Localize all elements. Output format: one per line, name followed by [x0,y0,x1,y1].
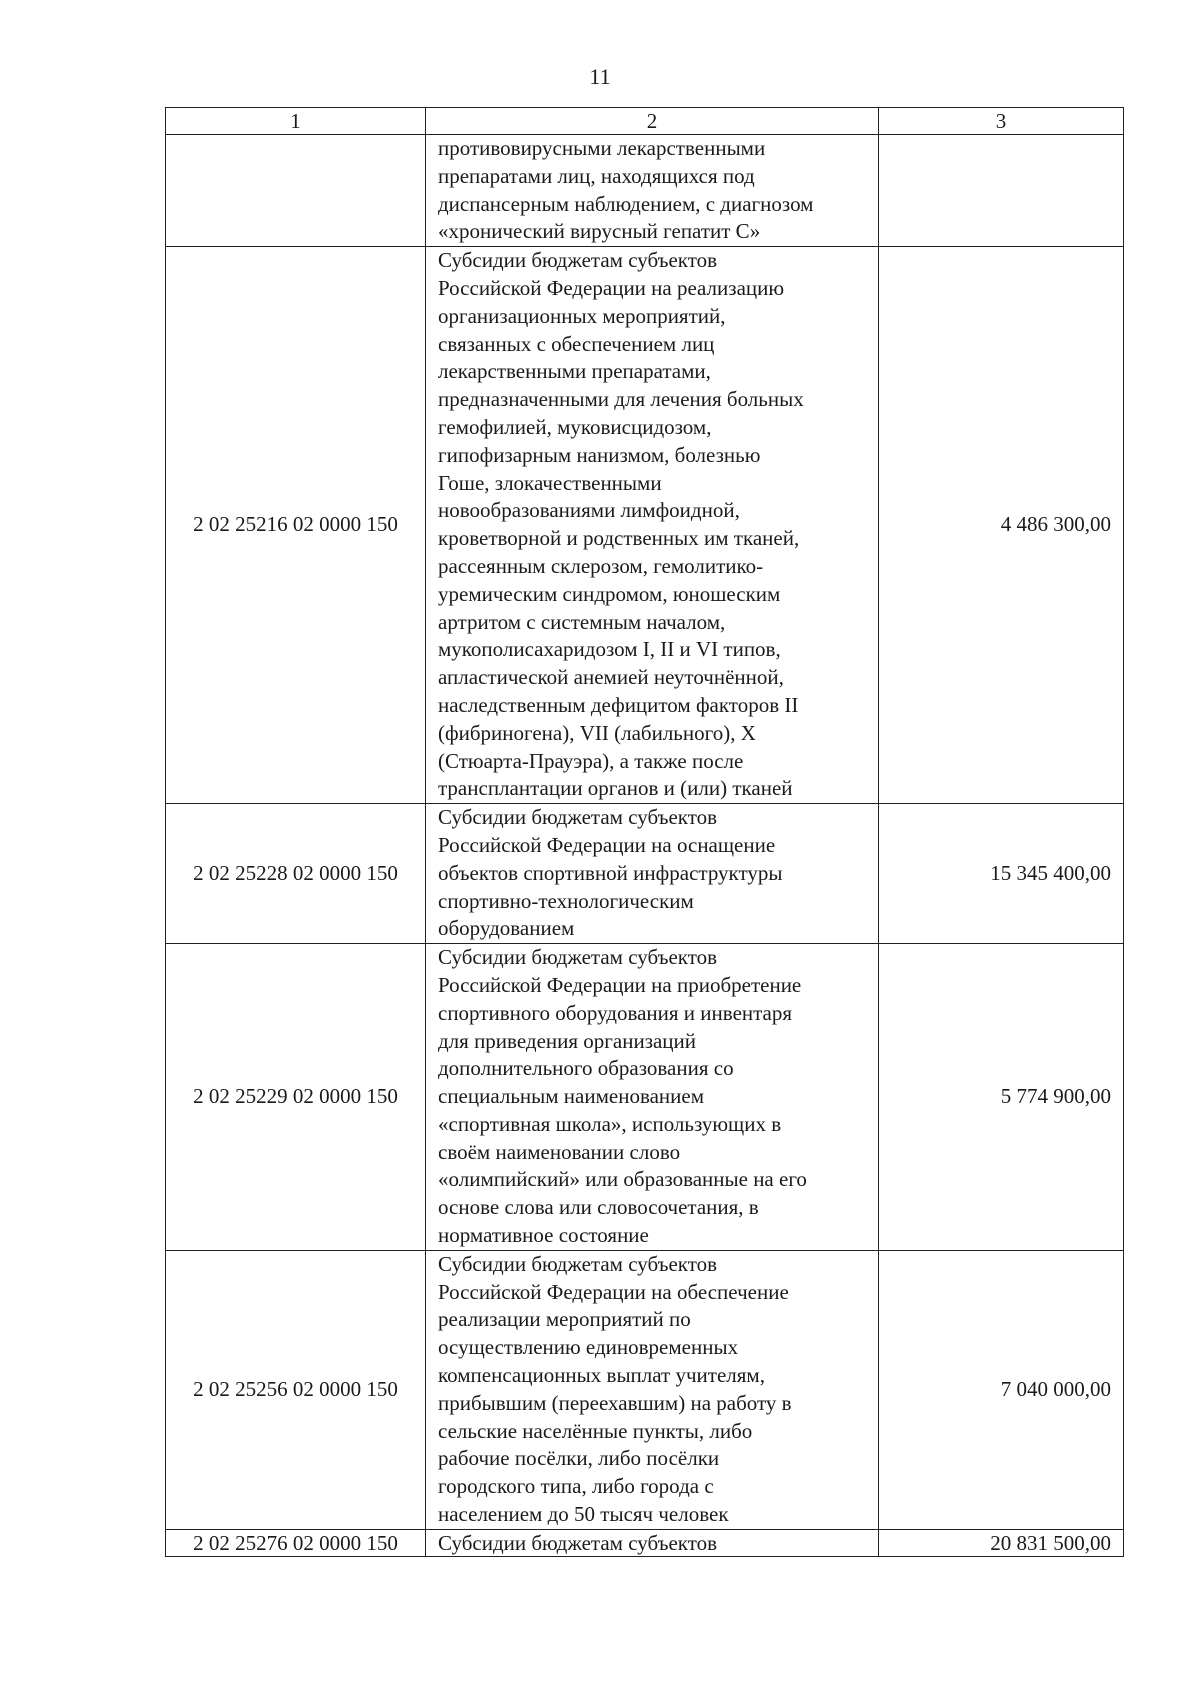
description-line: объектов спортивной инфраструктуры [438,860,783,885]
description-line: своём наименовании слово [438,1139,681,1164]
table-row [166,1529,1124,1556]
description-line: основе слова или словосочетания, в [438,1195,759,1220]
description-line: населением до 50 тысяч человек [438,1502,729,1527]
description-line: диспансерным наблюдением, с диагнозом [438,191,814,216]
description-line: Гоше, злокачественными [438,470,662,495]
description-line: рассеянным склерозом, гемолитико- [438,553,764,578]
description-line: артритом с системным началом, [438,609,726,634]
column-header: 2 [426,108,879,135]
description-line: (Стюарта-Прауэра), а также после [438,748,744,773]
description-line: связанных с обеспечением лиц [438,331,715,356]
page-number: 11 [589,64,611,89]
budget-code-cell [166,135,426,247]
table-row [166,135,1124,247]
description-line: Субсидии бюджетам субъектов [438,1251,718,1276]
table-header-row [166,108,1124,135]
amount-cell: 7 040 000,00 [879,1250,1124,1529]
description-cell [426,804,879,944]
budget-code-cell: 2 02 25216 02 0000 150 [166,247,426,804]
description-cell [426,247,879,804]
description-line: «хронический вирусный гепатит С» [438,219,761,244]
table-row [166,944,1124,1251]
table-row [166,804,1124,944]
description-cell [426,944,879,1251]
amount-cell: 5 774 900,00 [879,944,1124,1251]
description-line: спортивно-технологическим [438,888,694,913]
table-body [166,135,1124,1557]
description-line: предназначенными для лечения больных [438,387,804,412]
budget-code-cell: 2 02 25256 02 0000 150 [166,1250,426,1529]
table-row [166,247,1124,804]
description-line: новообразованиями лимфоидной, [438,498,740,523]
description-line: компенсационных выплат учителям, [438,1363,765,1388]
description-line: Российской Федерации на реализацию [438,275,785,300]
description-line: Субсидии бюджетам субъектов [438,1530,718,1555]
description-line: городского типа, либо города с [438,1474,714,1499]
description-line: апластической анемией неуточнённой, [438,665,784,690]
description-line: рабочие посёлки, либо посёлки [438,1446,720,1471]
description-cell [426,1250,879,1529]
description-line: противовирусными лекарственными [438,136,766,160]
budget-code-cell: 2 02 25276 02 0000 150 [166,1529,426,1556]
description-line: «спортивная школа», использующих в [438,1111,782,1136]
description-line: нормативное состояние [438,1223,649,1248]
description-line: реализации мероприятий по [438,1307,691,1332]
description-line: Субсидии бюджетам субъектов [438,248,718,273]
description-line: Российской Федерации на оснащение [438,832,776,857]
description-line: дополнительного образования со [438,1056,734,1081]
description-line: мукополисахаридозом I, II и VI типов, [438,637,781,662]
description-line: гемофилией, муковисцидозом, [438,414,712,439]
description-line: трансплантации органов и (или) тканей [438,776,793,801]
column-header: 3 [879,108,1124,135]
description-line: Субсидии бюджетам субъектов [438,805,718,830]
description-line: лекарственными препаратами, [438,359,711,384]
amount-cell: 15 345 400,00 [879,804,1124,944]
budget-code-cell: 2 02 25229 02 0000 150 [166,944,426,1251]
description-line: «олимпийский» или образованные на его [438,1167,807,1192]
description-line: препаратами лиц, находящихся под [438,163,755,188]
amount-cell [879,135,1124,247]
column-header: 1 [166,108,426,135]
description-line: Субсидии бюджетам субъектов [438,945,718,970]
description-line: гипофизарным нанизмом, болезнью [438,442,761,467]
description-line: для приведения организаций [438,1028,697,1053]
description-line: наследственным дефицитом факторов II [438,692,799,717]
description-line: прибывшим (переехавшим) на работу в [438,1390,792,1415]
amount-cell: 20 831 500,00 [879,1529,1124,1556]
description-line: уремическим синдромом, юношеским [438,581,781,606]
budget-table [165,107,1124,1557]
budget-code-cell: 2 02 25228 02 0000 150 [166,804,426,944]
description-line: кроветворной и родственных им тканей, [438,526,800,551]
amount-cell: 4 486 300,00 [879,247,1124,804]
table-row [166,1250,1124,1529]
description-line: Российской Федерации на приобретение [438,972,802,997]
description-cell [426,135,879,247]
description-line: сельские населённые пункты, либо [438,1418,753,1443]
description-line: (фибриногена), VII (лабильного), X [438,720,756,745]
description-line: спортивного оборудования и инвентаря [438,1000,793,1025]
description-line: организационных мероприятий, [438,303,726,328]
description-line: осуществлению единовременных [438,1335,739,1360]
description-line: Российской Федерации на обеспечение [438,1279,789,1304]
description-line: специальным наименованием [438,1084,704,1109]
description-cell [426,1529,879,1556]
description-line: оборудованием [438,916,575,941]
